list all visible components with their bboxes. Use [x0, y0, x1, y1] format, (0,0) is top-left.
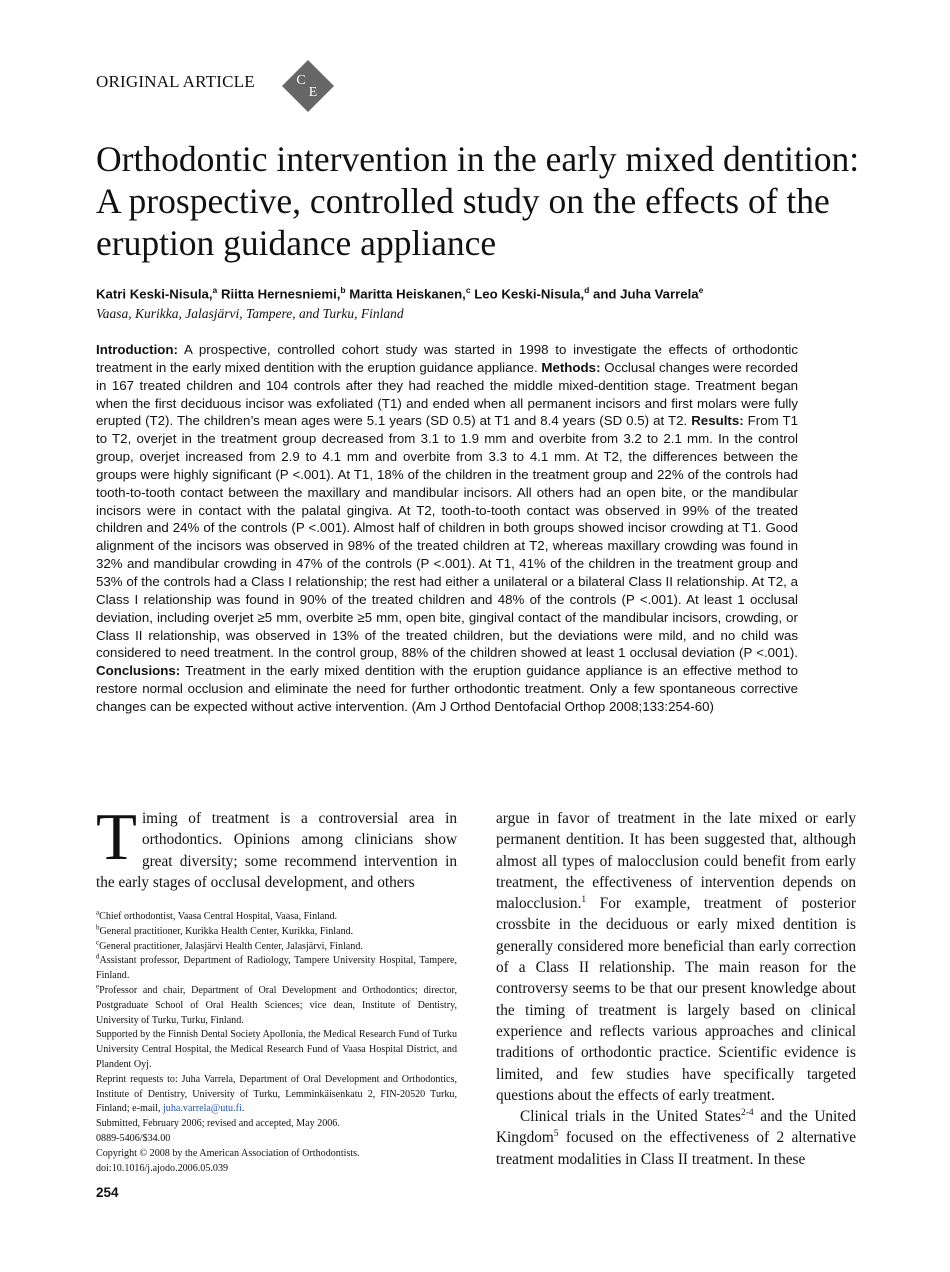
- ce-logo-letter-e: E: [308, 85, 318, 100]
- author-name: Maritta Heiskanen,: [349, 286, 466, 302]
- doi: doi:10.1016/j.ajodo.2006.05.039: [96, 1162, 229, 1174]
- author-list: [96, 285, 876, 301]
- author-affiliation-mark: b: [340, 285, 346, 295]
- footnote-b: $^b$General practitioner, Kurikka Health Center, Kurikka, Finland.: [96, 923, 354, 937]
- abstract-intro-label: Introduction:: [96, 342, 178, 357]
- author-affiliation-mark: a: [212, 285, 218, 295]
- abstract-results: From T1 to T2, overjet in the treatment group decreased from 3.1 to 1.9 mm and overbite from 3.2 to 2.1 mm. In the control group, overjet increased from 2.9 to 4.1 mm and overbite from 3.3 to 4.1 mm. At T2, the differences between the groups were highly significant (P <.001). At T1, 18% of the children in the treatment group and 22% of the controls had tooth-to-tooth contact between the maxillary and mandibular incisors. All others had an open bite, or the mandibular incisors were in contact with the palatal gingiva. At T2, tooth-to-tooth contact was observed in 99% of the treated children and 24% of the controls (P <.001). Almost half of children in both groups showed incisor crowding at T1. Good alignment of the incisors was observed in 98% of the treated children at T2, whereas maxillary crowding was found in 32% and mandibular crowding in 47% of the controls (P <.001). At T1, 41% of the children in the treatment group and 53% of the controls had a Class I relationship; the rest had either a unilateral or a bilateral Class II relationship. At T2, a Class I relationship was found in 90% of the treated children and 48% of the controls (P <.001). At least 1 occlusal deviation, including overjet ≥5 mm, overbite ≥5 mm, open bite, gingival contact of the mandibular incisors, crowding, or Class II relationship, was observed in 13% of the treated children, but the deviations were mild, and no child was considered to need treatment. In the control group, 88% of the children showed at least 1 occlusal deviation (P <.001).: [96, 413, 798, 661]
- reprint-note: Reprint requests to: Juha Varrela, Department of Oral Development and Orthodontics, Institute of Dentistry, University of Turku, Lemminkäisenkatu 2, FIN-20520 Turku, Finland; e-mail, juha.varrela@utu.fi.: [96, 1073, 457, 1115]
- citation-ref[interactable]: 5: [553, 1129, 559, 1140]
- issn-price: 0889-5406/$34.00: [96, 1132, 171, 1144]
- abstract-methods: Occlusal changes were recorded in 167 treated children and 104 controls after they had reached the middle mixed-dentition stage. Treatment began when the first deciduous incisor was exfoliated (T1) and ended when all permanent incisors and first molars were fully erupted (T2). The children’s mean ages were 5.1 years (SD 0.5) at T1 and 8.4 years (SD 0.5) at T2.: [96, 359, 798, 429]
- right-column: [496, 808, 856, 1170]
- footnote-a: $^a$Chief orthodontist, Vaasa Central Hospital, Vaasa, Finland.: [96, 908, 338, 922]
- intro-paragraph: [96, 800, 457, 893]
- body-paragraph: Clinical trials in the United States$^{2-4}$ and the United Kingdom$^5$ focused on the effectiveness of 2 alternative treatment modalities in Class II treatment. In these: [496, 1108, 856, 1168]
- footnotes: [96, 910, 457, 1176]
- ce-diamond-icon: [280, 58, 336, 114]
- abstract: [96, 341, 798, 716]
- abstract-conclusions: Treatment in the early mixed dentition with the eruption guidance appliance is an effective method to restore normal occlusion and eliminate the need for further orthodontic treatment. Only a few spontaneous corrective changes can be expected without active intervention. (Am J Orthod Dentofacial Orthop 2008;133:254-60): [96, 663, 798, 714]
- author-affiliation-mark: e: [698, 285, 704, 295]
- abstract-results-label: Results:: [691, 413, 744, 429]
- abstract-intro: A prospective, controlled cohort study was started in 1998 to investigate the effects of orthodontic treatment in the early mixed dentition with the eruption guidance appliance.: [96, 342, 798, 375]
- footnote-e: $^e$Professor and chair, Department of Oral Development and Orthodontics; director, Postgraduate School of Oral Health Sciences; vice dean, Institute of Dentistry, University of Turku, Turku, Finland.: [96, 982, 457, 1026]
- funding-note: Supported by the Finnish Dental Society Apollonia, the Medical Research Fund of Turku University Central Hospital, the Medical Research Fund of Vaasa Hospital District, and Plandent Oyj.: [96, 1029, 457, 1070]
- author-name: Leo Keski-Nisula,: [474, 286, 585, 302]
- left-column: [96, 800, 457, 893]
- intro-text: iming of treatment is a controversial area in orthodontics. Opinions among clinicians show great diversity; some recommend intervention in the early stages of occlusal development, and others: [96, 810, 457, 891]
- citation-ref[interactable]: 2-4: [740, 1108, 754, 1119]
- author-locations: Vaasa, Kurikka, Jalasjärvi, Tampere, and Turku, Finland: [96, 306, 404, 321]
- author-affiliation-mark: d: [584, 285, 590, 295]
- copyright-notice: Copyright © 2008 by the American Association of Orthodontists.: [96, 1147, 360, 1159]
- footnote-c: $^c$General practitioner, Jalasjärvi Health Center, Jalasjärvi, Finland.: [96, 938, 363, 952]
- body-paragraph: argue in favor of treatment in the late mixed or early permanent dentition. It has been suggested that, although almost all types of malocclusion could benefit from early treatment, the effectiveness of intervention depends on malocclusion.$^1$ For example, treatment of posterior crossbite in the deciduous or early mixed dentition is generally considered more beneficial than early correction of a Class II relationship. The main reason for the controversy seems to be that our present knowledge about the timing of treatment is largely based on clinical experience and reflects various approaches and clinical traditions of orthodontic practice. Scientific evidence is limited, and few studies have specifically targeted questions about the effects of early treatment.: [496, 810, 856, 1104]
- footnote-d: $^d$Assistant professor, Department of Radiology, Tampere University Hospital, Tampere, Finland.: [96, 953, 457, 982]
- drop-cap: T: [96, 800, 137, 874]
- article-title: Orthodontic intervention in the early mixed dentition: A prospective, controlled study on the effects of the eruption guidance appliance: [96, 139, 860, 263]
- author-name: Katri Keski-Nisula,: [96, 286, 213, 302]
- section-label: ORIGINAL ARTICLE: [96, 72, 255, 91]
- author-name: and Juha Varrela: [593, 286, 699, 302]
- contact-email-link[interactable]: juha.varrela@utu.fi: [163, 1103, 242, 1115]
- submission-dates: Submitted, February 2006; revised and accepted, May 2006.: [96, 1118, 340, 1130]
- abstract-conclusions-label: Conclusions:: [96, 663, 181, 679]
- ce-logo-letter-c: C: [296, 73, 306, 88]
- author-name: Riitta Hernesniemi,: [220, 286, 341, 302]
- abstract-methods-label: Methods:: [541, 359, 601, 375]
- author-affiliation-mark: c: [465, 285, 471, 295]
- citation-ref[interactable]: 1: [581, 895, 587, 906]
- page-number: 254: [96, 1185, 119, 1200]
